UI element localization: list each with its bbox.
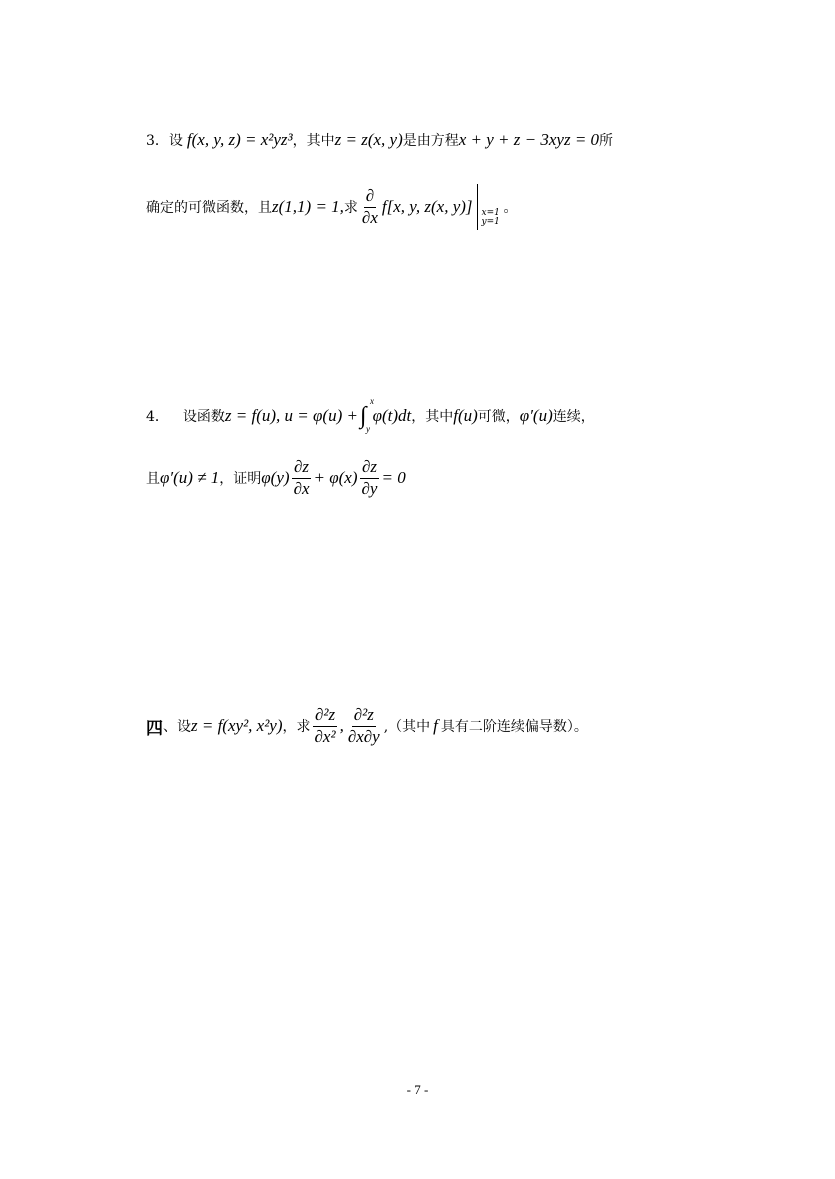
fraction-denominator: ∂x²: [314, 726, 336, 746]
problem-3-condition: z(1,1) = 1,: [272, 197, 344, 216]
problem-3-text: 是由方程: [402, 133, 459, 149]
page-number: - 7 -: [406, 1082, 429, 1097]
integral-upper-bound: x: [369, 396, 374, 406]
evaluation-bar: [477, 184, 500, 230]
fraction-numerator: ∂: [364, 187, 376, 208]
problem-4-text: 且: [146, 471, 160, 488]
problem-3-implicit-expr: z = z(x, y): [334, 130, 403, 149]
fraction-numerator: ∂z: [292, 458, 311, 479]
problem-four-function-expr: z = f(xy², x²y): [191, 716, 283, 736]
problem-3-line-2: [146, 184, 518, 230]
problem-4-text: 连续，: [552, 409, 595, 425]
problem-4-text: 可微，: [477, 409, 520, 425]
partial-derivative-fraction: [360, 458, 380, 498]
problem-3-text: ，其中: [292, 133, 335, 149]
fraction-denominator: ∂x: [361, 207, 378, 227]
problem-four-label: 四: [146, 718, 163, 739]
fraction-numerator: ∂²z: [313, 706, 337, 727]
problem-4-line-1: [146, 396, 595, 434]
integral-lower-bound: y: [365, 424, 370, 434]
problem-3-function-expr: f(x, y, z) = x²yz³: [186, 130, 293, 149]
problem-4-text: ，其中: [411, 409, 454, 425]
problem-3-end: 。: [503, 200, 518, 216]
fraction-numerator: ∂z: [360, 458, 379, 479]
fraction-numerator: ∂²z: [352, 706, 376, 727]
problem-four-text: ,（其中: [383, 719, 431, 736]
problem-4-phi-prime: φ′(u): [519, 406, 553, 425]
partial-derivative-fraction: [292, 458, 312, 498]
problem-four-text: 、设: [163, 719, 191, 736]
problem-four-text: ，求: [282, 719, 311, 736]
problem-4-condition: φ′(u) ≠ 1: [160, 468, 220, 488]
integral-sign: ∫ x y: [359, 396, 374, 434]
problem-3-equation: x + y + z − 3xyz = 0: [458, 130, 600, 149]
problem-four-line: [146, 706, 588, 746]
fraction-denominator: ∂y: [361, 478, 378, 498]
partial-derivative-fraction: [360, 187, 380, 227]
problem-4-integrand: φ(t)dt: [372, 406, 412, 425]
problem-3-line-1: [146, 130, 613, 150]
problem-3-composite-expr: f[x, y, z(x, y)]: [381, 197, 473, 216]
problem-4-result: = 0: [381, 468, 406, 488]
problem-four-f: f: [433, 716, 438, 736]
problem-four-text: 具有二阶连续偏导数）。: [440, 719, 588, 736]
fraction-denominator: ∂x: [293, 478, 310, 498]
problem-4-text: 设函数: [182, 409, 225, 425]
problem-4-f-expr: f(u): [453, 406, 478, 425]
problem-4-text: ，证明: [219, 471, 262, 488]
problem-3-text: 所: [599, 133, 614, 149]
problem-4-term: + φ(x): [313, 468, 358, 488]
problem-3-label: 3．设: [146, 133, 183, 149]
problem-4-function-expr: z = f(u), u = φ(u) +: [224, 406, 358, 425]
mixed-partial-fraction: [346, 706, 382, 746]
problem-4-term: φ(y): [261, 468, 290, 488]
fraction-denominator: ∂x∂y: [347, 726, 380, 746]
problem-3-text: 确定的可微函数，且: [146, 200, 272, 216]
eval-condition-x: x=1: [481, 208, 500, 218]
problem-4-label: 4．: [146, 409, 169, 425]
eval-condition-y: y=1: [481, 217, 500, 227]
problem-4-line-2: [146, 458, 406, 498]
problem-3-text: 求: [343, 200, 358, 216]
fraction-separator: ,: [339, 716, 344, 736]
second-partial-fraction: [313, 706, 338, 746]
